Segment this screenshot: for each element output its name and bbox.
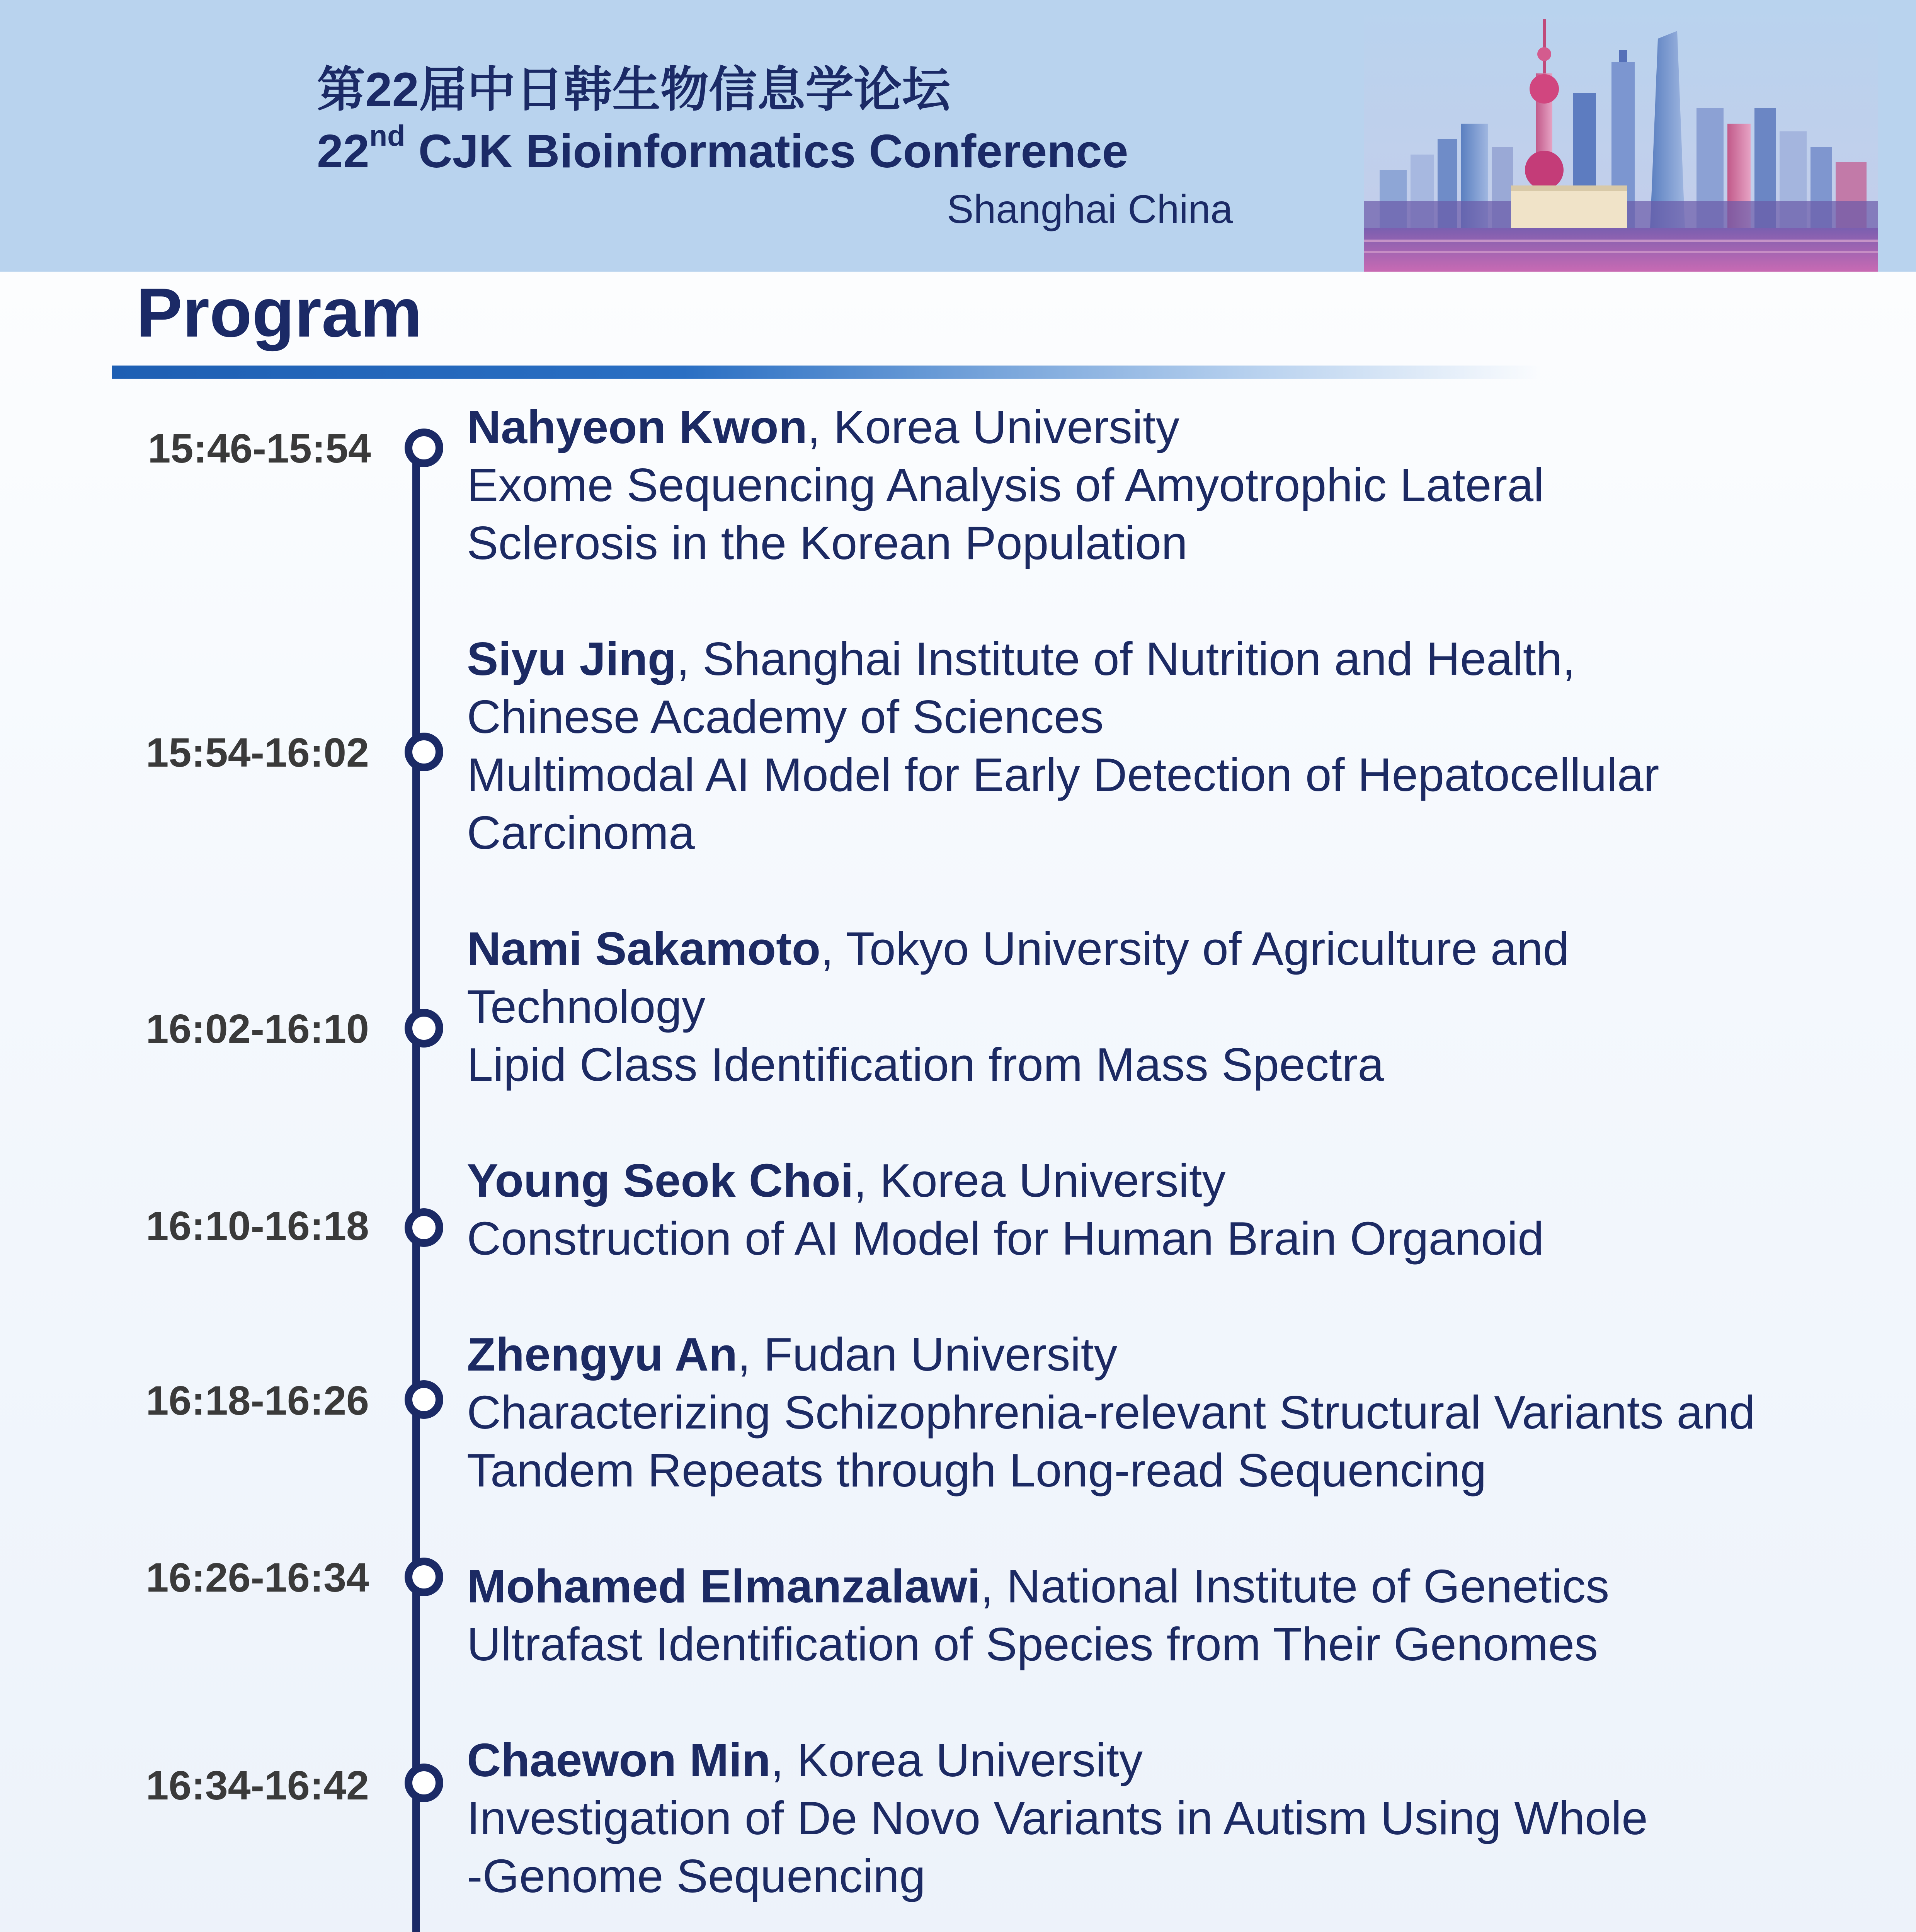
- speaker-affiliation: , Shanghai Institute of Nutrition and Health,: [676, 633, 1576, 685]
- speaker-affiliation: , Fudan University: [737, 1328, 1118, 1381]
- timeline-dot: [405, 1208, 443, 1247]
- conference-title-english: [317, 119, 1128, 177]
- talk-title: Construction of AI Model for Human Brain Organoid: [467, 1212, 1544, 1265]
- talk-entry: [467, 1731, 1839, 1905]
- talk-title: Ultrafast Identification of Species from Their Genomes: [467, 1618, 1598, 1670]
- talk-entry: [467, 398, 1839, 572]
- conference-location: Shanghai China: [947, 187, 1233, 232]
- timeline-dot: [405, 733, 443, 771]
- speaker-affiliation: , Korea University: [807, 401, 1179, 453]
- time-slot: 15:46-15:54: [148, 426, 371, 471]
- speaker-name: Mohamed Elmanzalawi: [467, 1560, 980, 1612]
- speaker-name: Young Seok Choi: [467, 1154, 854, 1207]
- talk-entry: [467, 630, 1839, 862]
- timeline-dot: [405, 1380, 443, 1419]
- speaker-name: Siyu Jing: [467, 633, 677, 685]
- timeline-dot: [405, 1558, 443, 1596]
- speaker-affiliation: , National Institute of Genetics: [980, 1560, 1610, 1612]
- talk-title: Multimodal AI Model for Early Detection of Hepatocellular: [467, 748, 1659, 801]
- time-slot: 16:18-16:26: [146, 1378, 369, 1423]
- talk-title: Tandem Repeats through Long-read Sequencing: [467, 1444, 1487, 1497]
- talk-title: Carcinoma: [467, 806, 695, 859]
- talk-title: Investigation of De Novo Variants in Autism Using Whole: [467, 1792, 1648, 1844]
- timeline-dot: [405, 1009, 443, 1048]
- title-ordinal: nd: [369, 119, 405, 152]
- speaker-name: Nahyeon Kwon: [467, 401, 808, 453]
- time-slot: 16:10-16:18: [146, 1203, 369, 1249]
- conference-title-chinese: 第22届中日韩生物信息学论坛: [317, 63, 951, 117]
- speaker-name: Nami Sakamoto: [467, 922, 821, 975]
- talk-entry: [467, 920, 1839, 1094]
- talk-entry: [467, 1325, 1839, 1499]
- shanghai-skyline-illustration: [1364, 8, 1878, 272]
- talk-title: Lipid Class Identification from Mass Spectra: [467, 1038, 1384, 1091]
- header-banner: [0, 0, 1916, 272]
- speaker-affiliation: , Korea University: [853, 1154, 1226, 1207]
- section-title: Program: [136, 274, 422, 352]
- talk-title: Exome Sequencing Analysis of Amyotrophic Lateral: [467, 459, 1544, 511]
- talk-title: Sclerosis in the Korean Population: [467, 517, 1188, 569]
- timeline-dot: [405, 1764, 443, 1802]
- speaker-affiliation: Chinese Academy of Sciences: [467, 690, 1104, 743]
- speaker-name: Zhengyu An: [467, 1328, 738, 1381]
- talk-entry: [467, 1151, 1839, 1267]
- title-rest: CJK Bioinformatics Conference: [405, 125, 1128, 177]
- timeline-line: [412, 440, 420, 1932]
- speaker-name: Chaewon Min: [467, 1734, 771, 1786]
- time-slot: 16:26-16:34: [146, 1555, 369, 1600]
- speaker-affiliation: , Tokyo University of Agriculture and: [820, 922, 1569, 975]
- speaker-affiliation: Technology: [467, 980, 706, 1033]
- time-slot: 15:54-16:02: [146, 730, 369, 776]
- talk-title: -Genome Sequencing: [467, 1850, 926, 1902]
- talk-title: Characterizing Schizophrenia-relevant Structural Variants and: [467, 1386, 1756, 1439]
- time-slot: 16:02-16:10: [146, 1006, 369, 1052]
- time-slot: 16:34-16:42: [146, 1763, 369, 1808]
- timeline-dot: [405, 429, 443, 467]
- talk-entry: [467, 1557, 1839, 1673]
- section-title-underline: [112, 366, 1542, 379]
- title-number: 22: [317, 125, 369, 177]
- speaker-affiliation: , Korea University: [771, 1734, 1143, 1786]
